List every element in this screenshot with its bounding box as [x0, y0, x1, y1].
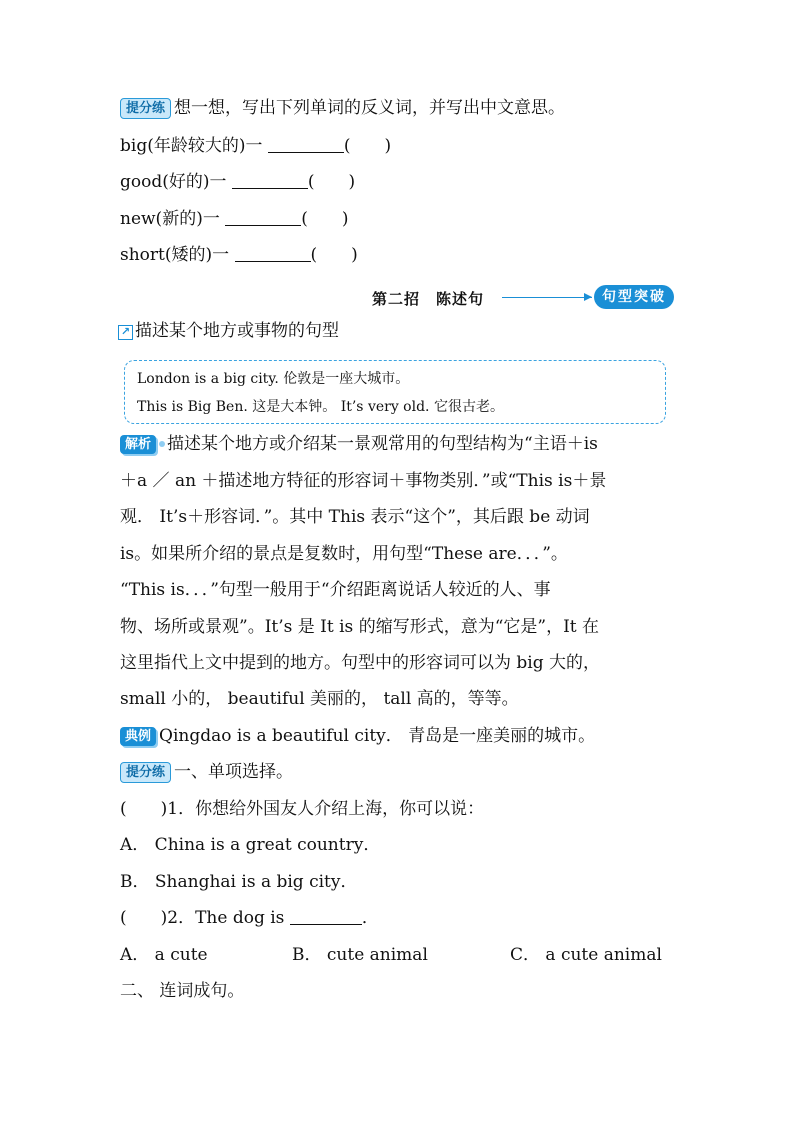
- answer-blank[interactable]: [290, 908, 362, 925]
- section-tag: 句型突破: [594, 285, 674, 309]
- antonym-word: good(好的)一: [120, 172, 227, 192]
- example-sentence-text: Qingdao is a beautiful city． 青岛是一座美丽的城市。: [159, 726, 596, 746]
- section-header: [372, 285, 682, 311]
- analysis-line-5: “This is．．．”句型一般用于“介绍距离说话人较近的人、事: [120, 580, 551, 600]
- answer-blank[interactable]: [268, 136, 344, 153]
- analysis-line-1: 解析 描述某个地方或介绍某一景观常用的句型结构为“主语＋is: [120, 433, 598, 455]
- answer-blank[interactable]: [225, 209, 301, 226]
- analysis-line-2: ＋a ／ an ＋描述地方特征的形容词＋事物类别．”或“This is＋景: [120, 471, 607, 491]
- example-line-2: This is Big Ben. 这是大本钟。 It’s very old. 它很古老。: [137, 399, 504, 415]
- example-sentence-line: [120, 725, 595, 747]
- example-badge: 典例: [120, 727, 156, 746]
- meaning-paren: ( ): [301, 209, 349, 229]
- analysis-line-3: 观． It’s＋形容词．”。其中 This 表示“这个”，其后跟 be 动词: [120, 507, 590, 527]
- practice2-title-line: [120, 761, 293, 783]
- antonym-item-1: [120, 135, 391, 157]
- subheading: [118, 320, 339, 342]
- antonym-item-2: [120, 171, 355, 193]
- practice-badge: 提分练: [120, 98, 171, 119]
- antonym-word: big(年龄较大的)一: [120, 136, 263, 156]
- practice1-instruction-line: [120, 97, 565, 119]
- analysis-line-8: small 小的， beautiful 美丽的， tall 高的，等等。: [120, 689, 519, 709]
- answer-blank[interactable]: [235, 245, 311, 262]
- answer-blank[interactable]: [232, 172, 308, 189]
- analysis-line-4: is。如果所介绍的景点是复数时，用句型“These are．．．”。: [120, 544, 568, 564]
- example-box: [124, 360, 666, 424]
- part2-title: 二、 连词成句。: [120, 981, 245, 1001]
- question-1-option-a[interactable]: A． China is a great country．: [120, 835, 381, 855]
- question-2-option-c[interactable]: C． a cute animal: [510, 945, 662, 965]
- practice1-instruction: 想一想，写出下列单词的反义词，并写出中文意思。: [174, 98, 566, 118]
- practice2-title: 一、单项选择。: [174, 762, 294, 782]
- analysis-badge: 解析: [120, 435, 156, 454]
- question-2-option-a[interactable]: A． a cute: [120, 945, 208, 965]
- question-1-option-b[interactable]: B． Shanghai is a big city．: [120, 872, 358, 892]
- question-2-option-b[interactable]: B． cute animal: [292, 945, 428, 965]
- antonym-word: new(新的)一: [120, 209, 220, 229]
- section-divider: [502, 297, 592, 298]
- question-1: ( )1．你想给外国友人介绍上海，你可以说：: [120, 799, 485, 819]
- antonym-word: short(矮的)一: [120, 245, 230, 265]
- question-2: ( )2．The dog is ．: [120, 908, 379, 928]
- arrow-up-right-icon: ↗: [118, 325, 133, 340]
- meaning-paren: ( ): [310, 245, 358, 265]
- analysis-line-6: 物、场所或景观”。It’s 是 It is 的缩写形式，意为“它是”，It 在: [120, 617, 600, 637]
- meaning-paren: ( ): [307, 172, 356, 192]
- practice-badge: 提分练: [120, 762, 171, 783]
- dot-icon: [159, 441, 165, 447]
- section-title: 第二招 陈述句: [372, 290, 485, 308]
- subheading-text: 描述某个地方或事物的句型: [135, 321, 339, 341]
- analysis-line-7: 这里指代上文中提到的地方。句型中的形容词可以为 big 大的，: [120, 653, 601, 673]
- antonym-item-3: [120, 208, 349, 230]
- example-line-1: London is a big city. 伦敦是一座大城市。: [137, 371, 410, 387]
- antonym-item-4: [120, 244, 358, 266]
- arrow-icon: [584, 293, 592, 301]
- meaning-paren: ( ): [343, 136, 392, 156]
